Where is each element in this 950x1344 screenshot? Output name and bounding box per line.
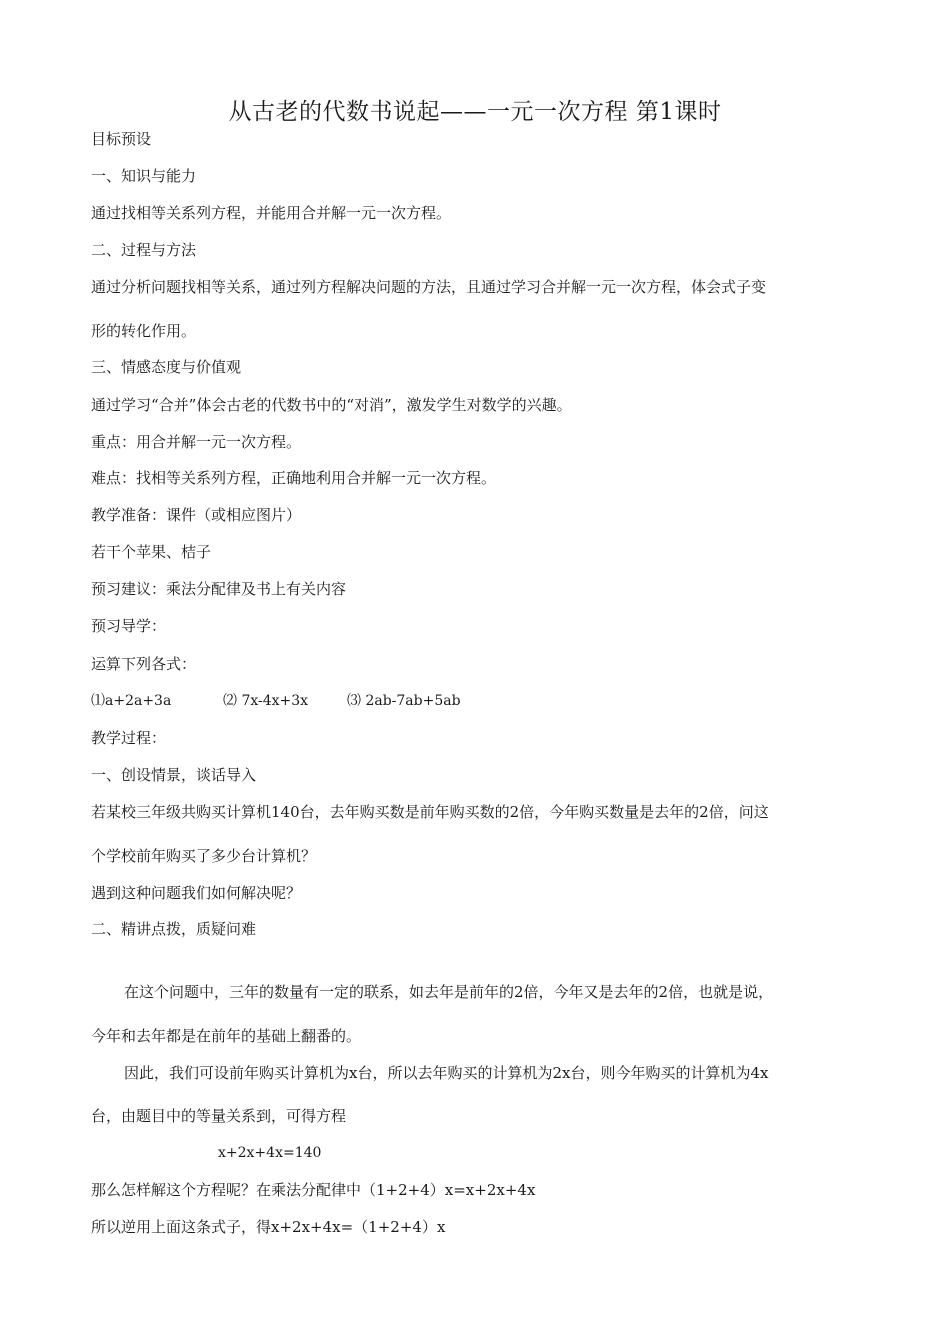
section-process-method: 二、过程与方法: [91, 241, 197, 259]
equation: x+2x+4x=140: [218, 1145, 322, 1161]
paragraph: 今年和去年都是在前年的基础上翻番的。: [91, 1027, 362, 1045]
section-explanation: 二、精讲点拨，质疑问难: [91, 920, 257, 938]
heading-teaching-process: 教学过程：: [91, 729, 167, 747]
paragraph: 通过分析问题找相等关系，通过列方程解决问题的方法，且通过学习合并解一元一次方程，体会式子变: [91, 278, 767, 296]
teaching-preparation: 教学准备：课件（或相应图片）: [91, 506, 302, 524]
paragraph: 形的转化作用。: [91, 322, 197, 340]
section-knowledge-ability: 一、知识与能力: [91, 167, 197, 185]
heading-objectives: 目标预设: [91, 130, 152, 148]
paragraph: 台，由题目中的等量关系到，可得方程: [91, 1107, 347, 1125]
paragraph: 在这个问题中，三年的数量有一定的联系，如去年是前年的2倍，今年又是去年的2倍，也就是说，: [124, 983, 774, 1001]
paragraph: 运算下列各式：: [91, 655, 197, 673]
section-introduction: 一、创设情景，谈话导入: [91, 766, 257, 784]
exercise-item: ⑶ 2ab-7ab+5ab: [347, 693, 461, 709]
document-title: 从古老的代数书说起——一元一次方程 第1课时: [228, 99, 722, 125]
exercise-item: ⑴a+2a+3a: [91, 693, 172, 709]
section-attitude-values: 三、情感态度与价值观: [91, 358, 242, 376]
paragraph: 通过找相等关系列方程，并能用合并解一元一次方程。: [91, 204, 452, 222]
paragraph: 那么怎样解这个方程呢？在乘法分配律中（1+2+4）x=x+2x+4x: [91, 1181, 536, 1199]
paragraph: 通过学习“合并”体会古老的代数书中的“对消”，激发学生对数学的兴趣。: [91, 396, 572, 414]
key-point: 重点：用合并解一元一次方程。: [91, 433, 302, 451]
paragraph: 若某校三年级共购买计算机140台，去年购买数是前年购买数的2倍，今年购买数量是去年的2倍，问这: [91, 803, 769, 821]
exercise-list: [91, 690, 461, 712]
difficult-point: 难点：找相等关系列方程，正确地利用合并解一元一次方程。: [91, 469, 497, 487]
preview-suggestion: 预习建议：乘法分配律及书上有关内容: [91, 580, 347, 598]
paragraph: 所以逆用上面这条式子，得x+2x+4x=（1+2+4）x: [91, 1218, 446, 1236]
paragraph: 遇到这种问题我们如何解决呢？: [91, 884, 302, 902]
paragraph: 个学校前年购买了多少台计算机？: [91, 847, 317, 865]
paragraph: 因此，我们可设前年购买计算机为x台，所以去年购买的计算机为2x台，则今年购买的计算机为4x: [124, 1064, 769, 1082]
preview-guide: 预习导学：: [91, 617, 167, 635]
paragraph: 若干个苹果、桔子: [91, 543, 212, 561]
exercise-item: ⑵ 7x-4x+3x: [223, 693, 309, 709]
